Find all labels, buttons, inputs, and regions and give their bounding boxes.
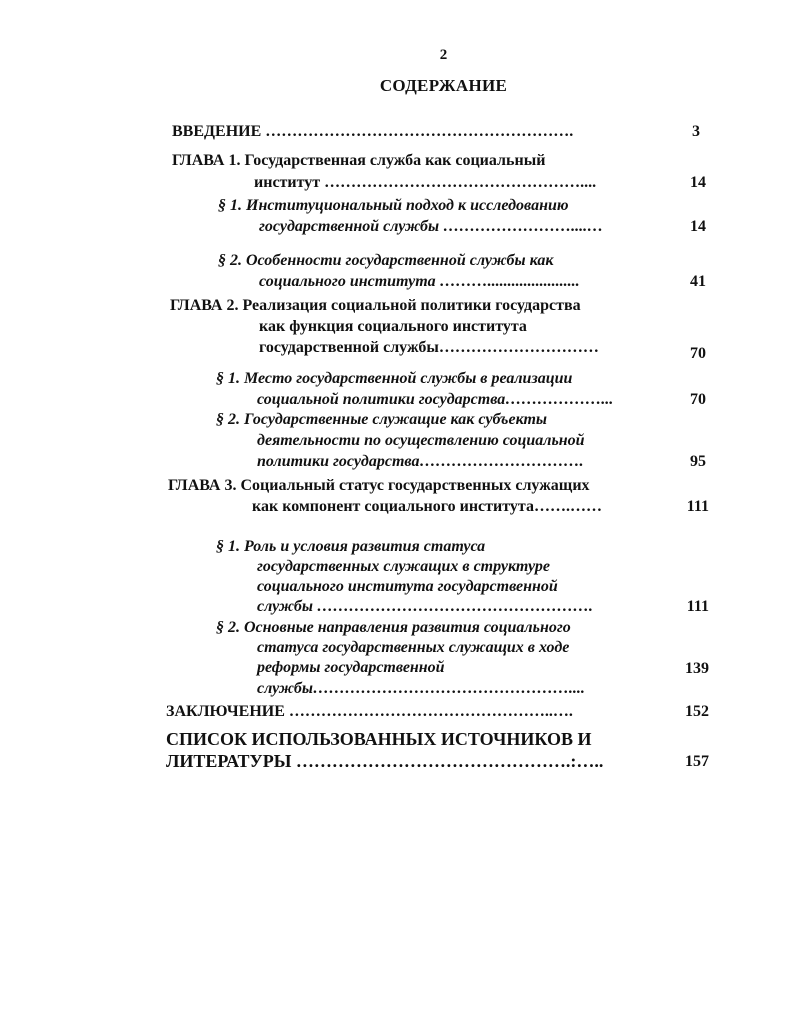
toc-page-number: 14	[690, 174, 706, 191]
toc-page-number: 70	[690, 345, 706, 362]
toc-entry-label: социального института государственной	[257, 578, 558, 595]
toc-entry-label: СПИСОК ИСПОЛЬЗОВАННЫХ ИСТОЧНИКОВ И	[166, 729, 592, 749]
toc-entry-label: § 1. Роль и условия развития статуса	[216, 538, 486, 555]
toc-entry-label: социальной политики государства………………...	[257, 391, 614, 408]
page-number: 2	[439, 47, 448, 63]
toc-entry-label: реформы государственной	[257, 659, 445, 676]
page-title: СОДЕРЖАНИЕ	[379, 76, 508, 95]
toc-page-number: 95	[690, 453, 706, 470]
toc-entry-label: как компонент социального института…….……	[252, 498, 602, 515]
toc-entry-label: ЛИТЕРАТУРЫ ……………………………………….:…..	[166, 751, 604, 771]
toc-page-number: 70	[690, 391, 706, 408]
toc-entry-label: ВВЕДЕНИЕ ………………………………………………….	[172, 123, 574, 140]
toc-entry-label: как функция социального института	[259, 318, 527, 335]
toc-entry-label: службы …………………………………………….	[257, 598, 593, 615]
toc-entry-label: § 2. Государственные служащие как субъекты	[216, 411, 548, 428]
toc-entry-label: статуса государственных служащих в ходе	[257, 639, 570, 656]
toc-page-number: 111	[686, 598, 709, 615]
toc-entry-label: ГЛАВА 3. Социальный статус государственных служащих	[168, 477, 590, 494]
toc-entry-label: службы…………………………………………....	[257, 680, 585, 697]
toc-entry-label: § 1. Место государственной службы в реализации	[216, 370, 573, 387]
toc-entry-label: государственной службы ……………………....…	[259, 218, 604, 235]
toc-entry-label: ГЛАВА 2. Реализация социальной политики государства	[170, 297, 581, 314]
toc-page-number: 3	[692, 123, 700, 140]
toc-entry-label: § 2. Особенности государственной службы как	[218, 252, 554, 269]
toc-entry-label: институт …………………………………………....	[254, 174, 597, 191]
toc-page-number: 14	[690, 218, 706, 235]
toc-page-number: 152	[685, 703, 709, 720]
toc-entry-label: ГЛАВА 1. Государственная служба как социальный	[172, 152, 546, 169]
toc-page-number: 111	[686, 498, 709, 515]
toc-entry-label: § 1. Институциональный подход к исследованию	[218, 197, 569, 214]
toc-page-number: 157	[685, 753, 709, 770]
toc-page-number: 41	[690, 273, 706, 290]
toc-entry-label: государственных служащих в структуре	[257, 558, 550, 575]
toc-page-number: 139	[685, 660, 709, 677]
toc-entry-label: государственной службы…………………………	[259, 339, 599, 356]
toc-entry-label: деятельности по осуществлению социальной	[257, 432, 585, 449]
toc-entry-label: ЗАКЛЮЧЕНИЕ …………………………………………..….	[166, 703, 573, 720]
toc-entry-label: § 2. Основные направления развития социального	[216, 619, 571, 636]
toc-entry-label: политики государства………………………….	[257, 453, 584, 470]
toc-entry-label: социального института ……….......................	[259, 273, 580, 290]
